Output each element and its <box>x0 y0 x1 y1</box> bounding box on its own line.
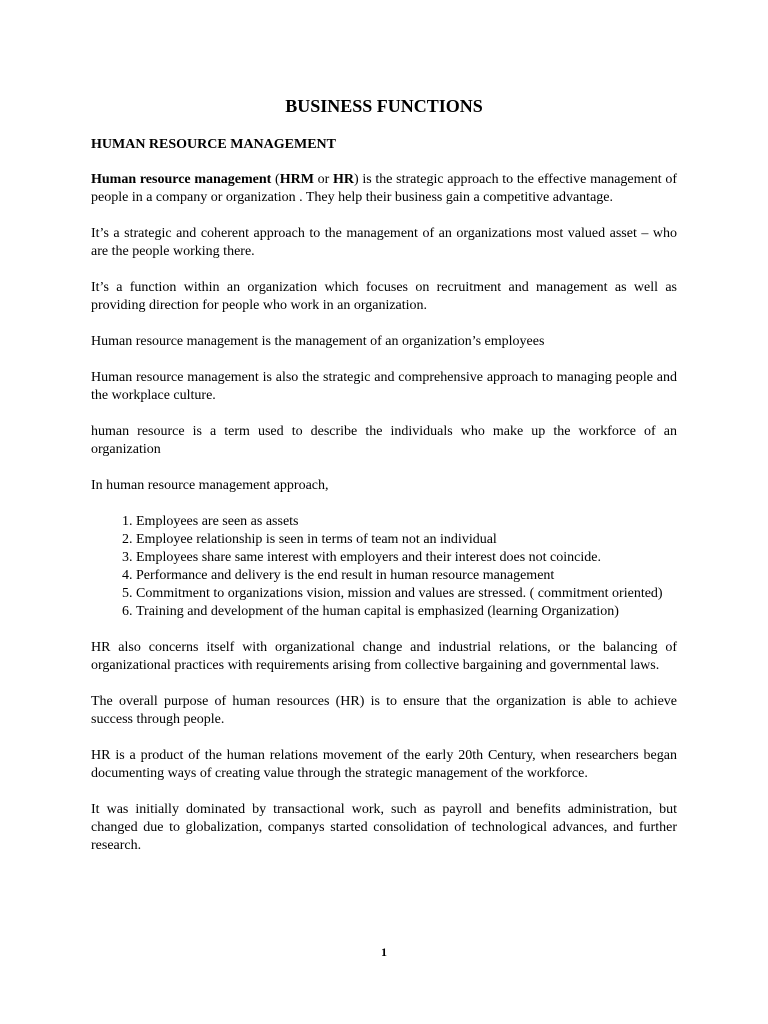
intro-open: ( <box>271 172 280 187</box>
intro-or: or <box>313 172 333 187</box>
paragraph: It was initially dominated by transactional work, such as payroll and benefits administration, but changed due to globalization, companys started consolidation of technological advances, and further research. <box>91 802 677 853</box>
page-title: BUSINESS FUNCTIONS <box>285 96 483 116</box>
paragraph: HR is a product of the human relations movement of the early 20th Century, when researchers began documenting ways of creating value through the strategic management of the workforce. <box>91 748 677 781</box>
list-item: 4. Performance and delivery is the end result in human resource management <box>136 567 677 585</box>
paragraph: It’s a strategic and coherent approach to the management of an organizations most valued asset – who are the people working there. <box>91 226 677 259</box>
intro-abbr-hr: HR <box>332 172 354 187</box>
paragraph: Human resource management is also the strategic and comprehensive approach to managing people and the workplace culture. <box>91 370 677 403</box>
intro-paragraph <box>91 171 677 207</box>
intro-rest: ) is the strategic approach to the effective management of people in a company or organization . They help their business gain a competitive advantage. <box>91 172 677 205</box>
paragraph: Human resource management is the management of an organization’s employees <box>91 334 545 349</box>
list-item: 2. Employee relationship is seen in terms of team not an individual <box>136 531 677 549</box>
list-item: 6. Training and development of the human capital is emphasized (learning Organization) <box>136 603 677 621</box>
paragraph: In human resource management approach, <box>91 478 329 493</box>
document-body <box>91 171 677 873</box>
paragraph: The overall purpose of human resources (HR) is to ensure that the organization is able to achieve success through people. <box>91 694 677 727</box>
page-number: 1 <box>381 945 387 959</box>
document-page <box>91 0 677 1024</box>
paragraph: It’s a function within an organization which focuses on recruitment and management as well as providing direction for people who work in an organization. <box>91 280 677 313</box>
section-heading: HUMAN RESOURCE MANAGEMENT <box>91 137 336 152</box>
intro-term: Human resource management <box>91 172 272 187</box>
intro-abbr-hrm: HRM <box>279 172 314 187</box>
paragraph: HR also concerns itself with organizational change and industrial relations, or the balancing of organizational practices with requirements arising from collective bargaining and governmental laws. <box>91 640 677 673</box>
list-item: 1. Employees are seen as assets <box>136 513 677 531</box>
numbered-list <box>91 513 677 621</box>
list-item: 3. Employees share same interest with employers and their interest does not coincide. <box>136 549 677 567</box>
paragraph: human resource is a term used to describe the individuals who make up the workforce of an organization <box>91 424 677 457</box>
list-item: 5. Commitment to organizations vision, mission and values are stressed. ( commitment oriented) <box>136 585 677 603</box>
